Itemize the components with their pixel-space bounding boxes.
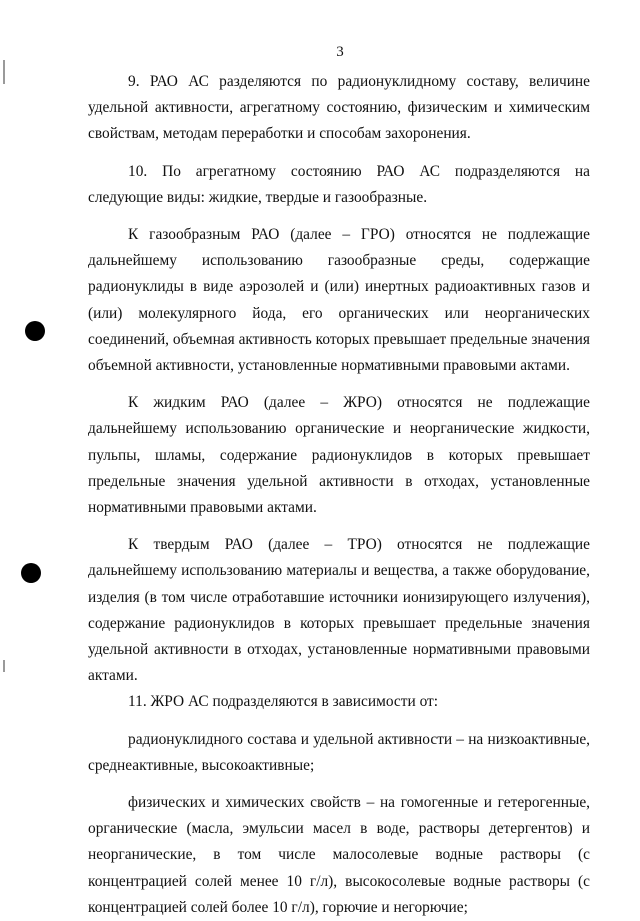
paragraph-item-11: 11. ЖРО АС подразделяются в зависимости от: bbox=[128, 693, 439, 711]
scan-edge-mark bbox=[3, 660, 5, 672]
scan-edge-mark bbox=[3, 60, 5, 84]
paragraph-gro-definition: К газообразным РАО (далее – ГРО) относятся не подлежащие дальнейшему использованию газообразные среды, содержащие радионуклиды в виде аэрозолей и (или) инертных радиоактивных газов и (или) молекулярного йода, его органических или неорганических соединений, объемная активность которых превышает предельные значения объемной активности, установленные нормативными правовыми актами. bbox=[88, 226, 590, 375]
paragraph-physical-chemical-properties: физических и химических свойств – на гомогенные и гетерогенные, органические (масла, эмульсии масел в воде, растворы детергентов) и неорганические, в том числе малосолевые водные растворы (с концентрацией солей менее 10 г/л), высокосолевые водные растворы (с концентрацией солей более 10 г/л), горючие и негорючие; bbox=[88, 794, 590, 916]
punch-hole bbox=[25, 321, 45, 341]
punch-hole bbox=[21, 563, 41, 583]
paragraph-radionuclide-composition: радионуклидного состава и удельной активности – на низкоактивные, среднеактивные, высокоактивные; bbox=[88, 730, 590, 774]
page-number: 3 bbox=[336, 44, 344, 60]
paragraph-item-9: 9. РАО АС разделяются по радионуклидному составу, величине удельной активности, агрегатному состоянию, физическим и химическим свойствам, методам переработки и способам захоронения. bbox=[88, 73, 590, 143]
document-body bbox=[88, 69, 590, 921]
paragraph-zhro-definition: К жидким РАО (далее – ЖРО) относятся не подлежащие дальнейшему использованию органические и неорганические жидкости, пульпы, шламы, содержание радионуклидов в которых превышает предельные значения удельной активности в отходах, установленные нормативными правовыми актами. bbox=[88, 394, 590, 517]
paragraph-item-10: 10. По агрегатному состоянию РАО АС подразделяются на следующие виды: жидкие, твердые и газообразные. bbox=[88, 162, 590, 206]
paragraph-tro-definition: К твердым РАО (далее – ТРО) относятся не подлежащие дальнейшему использованию материалы и вещества, а также оборудование, изделия (в том числе отработавшие источники ионизирующего излучения), содержание радионуклидов в которых превышает предельные значения удельной активности в отходах, установленные нормативными правовыми актами. bbox=[88, 536, 590, 685]
